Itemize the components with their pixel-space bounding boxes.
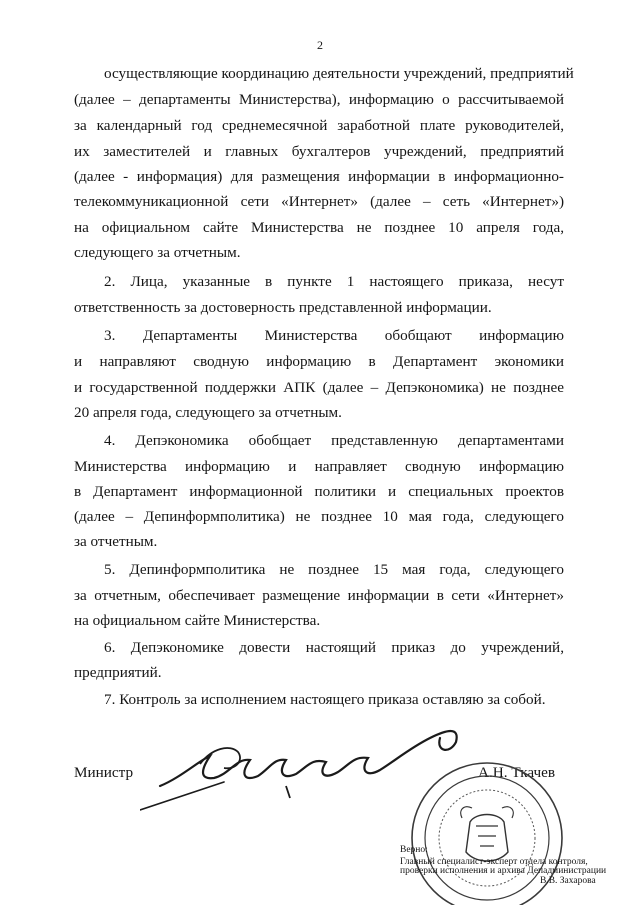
text-line: в Департамент информационной политики и специальных проектов <box>74 483 564 500</box>
certification-line: проверки исполнения и архива Депадминистрации <box>400 866 607 876</box>
text-line: на официальном сайте Министерства. <box>74 612 321 629</box>
text-line: 2. Лица, указанные в пункте 1 настоящего приказа, несут <box>104 273 564 290</box>
certification-verified: Верно: <box>400 845 428 855</box>
page-number: 2 <box>317 38 323 52</box>
certification-line: Главный специалист-эксперт отдела контроля, <box>400 857 588 867</box>
text-line: предприятий. <box>74 664 162 681</box>
text-line: 4. Депэкономика обобщает представленную департаментами <box>104 432 564 449</box>
text-line: 6. Депэкономике довести настоящий приказ до учреждений, <box>104 639 564 656</box>
certification-signer: В.В. Захарова <box>540 876 596 886</box>
text-line: их заместителей и главных бухгалтеров учреждений, предприятий <box>74 143 564 160</box>
text-line: 20 апреля года, следующего за отчетным. <box>74 404 342 421</box>
text-line: телекоммуникационной сети «Интернет» (далее – сеть «Интернет») <box>74 193 564 210</box>
text-line: (далее - информация) для размещения информации в информационно- <box>74 168 564 185</box>
text-line: 5. Депинформполитика не позднее 15 мая года, следующего <box>104 561 564 578</box>
text-line: за календарный год среднемесячной заработной плате руководителей, <box>74 117 564 134</box>
text-line: и направляют сводную информацию в Департамент экономики <box>74 353 564 370</box>
text-line: следующего за отчетным. <box>74 244 241 261</box>
text-line: (далее – департаменты Министерства), информацию о рассчитываемой <box>74 91 564 108</box>
text-line: (далее – Депинформполитика) не позднее 10 мая года, следующего <box>74 508 564 525</box>
text-line: 7. Контроль за исполнением настоящего приказа оставляю за собой. <box>104 691 546 708</box>
text-line: за отчетным, обеспечивает размещение информации в сети «Интернет» <box>74 587 564 604</box>
text-line: Министерства информацию и направляет сводную информацию <box>74 458 564 475</box>
text-line: за отчетным. <box>74 533 158 550</box>
text-line: на официальном сайте Министерства не позднее 10 апреля года, <box>74 219 564 236</box>
minister-name: А.Н. Ткачев <box>478 764 556 781</box>
text-line: 3. Департаменты Министерства обобщают информацию <box>104 327 564 344</box>
text-line: ответственность за достоверность представленной информации. <box>74 299 492 316</box>
text-line: и государственной поддержки АПК (далее – Депэкономика) не позднее <box>74 379 564 396</box>
minister-title: Министр <box>74 764 134 781</box>
text-line: осуществляющие координацию деятельности учреждений, предприятий <box>104 65 574 82</box>
